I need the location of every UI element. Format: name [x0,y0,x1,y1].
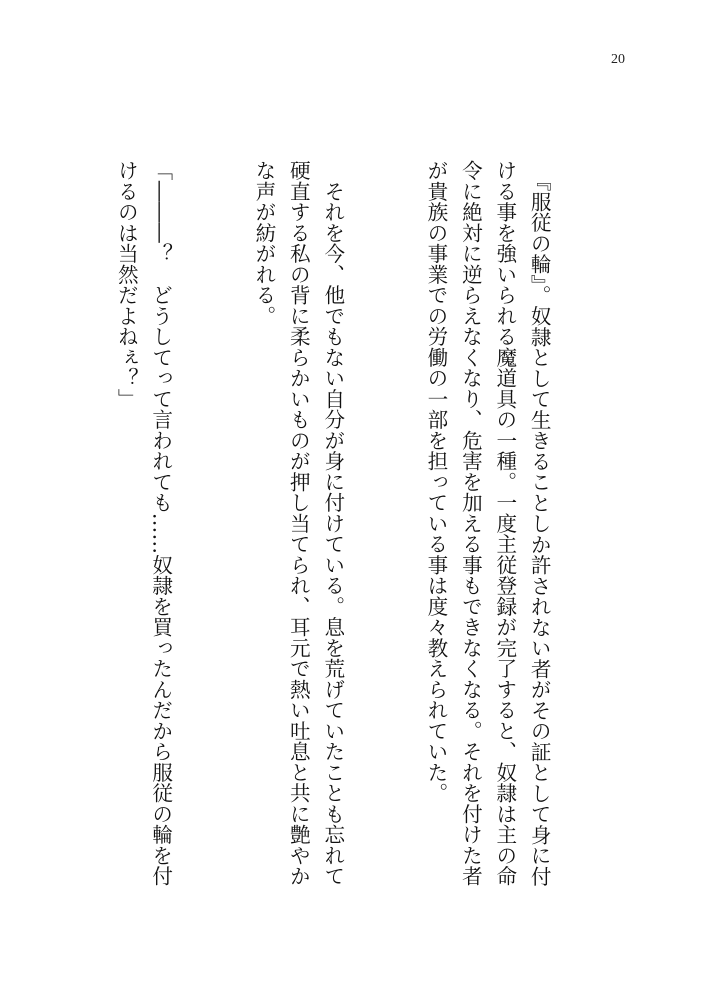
paragraph-dialogue: 「―――？ どうしてって言われても……奴隷を買ったんだから服従の輪を付けるのは当然だよねぇ？」 [114,160,173,887]
paragraph-slave-collar: 『服従の輪』。奴隷として生きることしか許されない者がその証として身に付ける事を強いられる魔道具の一種。一度主従登録が完了すると、奴隷は主の命令に絶対に逆らえなくなり、危害を加える事もできなくなる。それを付けた者が貴族の事業での労働の一部を担っている事は度々教えられていた。 [423,160,552,887]
paragraph-wearing-collar: それを今、他でもない自分が身に付けている。息を荒げていたことも忘れて硬直する私の背に柔らかいものが押し当てられ、耳元で熱い吐息と共に艶やかな声が紡がれる。 [251,160,345,887]
page-number: 20 [611,52,625,67]
body-text [80,160,625,900]
